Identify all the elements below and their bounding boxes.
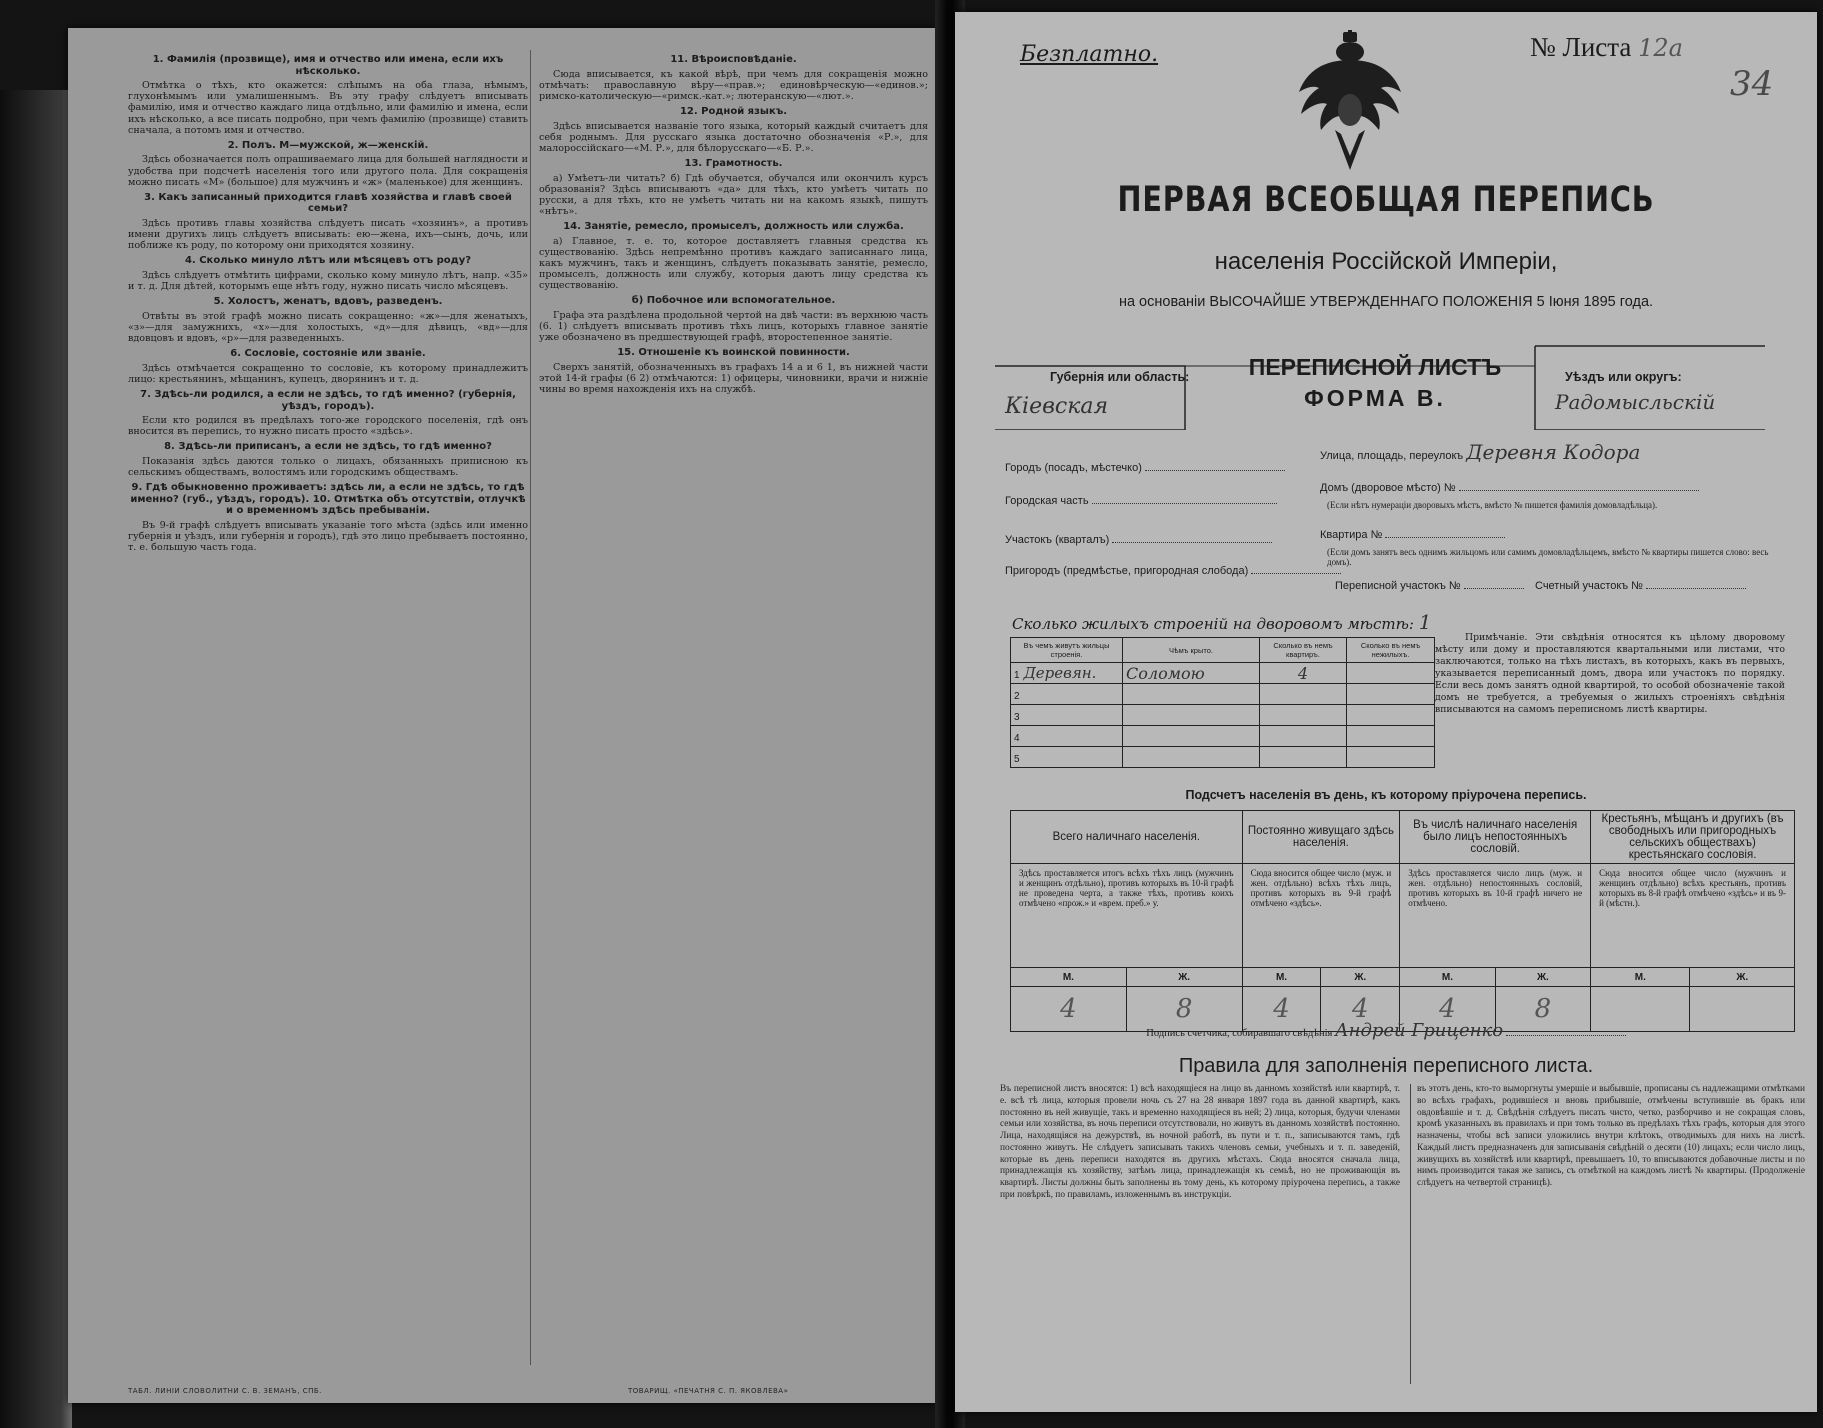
population-value: 4: [1321, 987, 1400, 1032]
printer-footer-right: ТОВАРИЩ. «ПЕЧАТНЯ С. П. ЯКОВЛЕВА»: [628, 1387, 789, 1395]
section-heading: 1. Фамилія (прозвище), имя и отчество или имена, если ихъ нѣсколько.: [152, 54, 504, 77]
population-desc-total: Здѣсь проставляется итогъ всѣхъ тѣхъ лицъ (мужчинъ и женщинъ отдѣльно), противъ которыхъ въ 10-й графѣ не проведена черта, а также тѣхъ, противъ коихъ отмѣчено «прож.» и «врем. преб.» у.: [1011, 864, 1243, 968]
sheet-number-handwritten: 12а: [1638, 34, 1683, 62]
section-text: Сверхъ занятій, обозначенныхъ въ графахъ 14 а и 6 1, въ нижней части этой 14-й графы (6 2) отмѣчаются: 1) офицеры, чиновники, врачи и нижніе чины во время нахожденія ихъ на службѣ.: [539, 361, 928, 396]
population-value: 8: [1495, 987, 1590, 1032]
buildings-header-flats: Сколько въ немъ квартиръ.: [1260, 638, 1347, 663]
buildings-cell-material: [1011, 705, 1123, 726]
buildings-question: [1012, 610, 1431, 634]
buildings-cell-roof: [1123, 747, 1260, 768]
buildings-table: [1010, 637, 1435, 768]
census-district-line: [1464, 588, 1524, 589]
buildings-remark: Примѣчаніе. Эти свѣдѣнія относятся къ цѣлому дворовому мѣсту или дому и проставляются квартальными или листами, что заключаются, только на тѣхъ листахъ, въ которыхъ, какъ въ первыхъ, указывается переписанный домъ, двора или участокъ по порядку. Если весь домъ занятъ одной квартирой, то особой обозначеніе такой домъ не требуется, а требуемыя о жилыхъ строеніяхъ свѣдѣнія вписываются на самомъ переписномъ листѣ квартиры.: [1435, 632, 1785, 716]
form-title-line-1: ПЕРЕПИСНОЙ ЛИСТЪ: [1248, 354, 1502, 380]
city-part-field: [1005, 495, 1277, 507]
buildings-cell-roof: [1123, 705, 1260, 726]
section-heading: 12. Родной языкъ.: [679, 105, 788, 117]
buildings-cell-material: [1011, 726, 1123, 747]
form-main-title: ПЕРВАЯ ВСЕОБЩАЯ ПЕРЕПИСЬ: [1117, 180, 1655, 220]
district-label: Участокъ (кварталъ): [1005, 534, 1110, 546]
section-heading: 14. Занятіе, ремесло, промыселъ, должность или служба.: [563, 221, 904, 233]
suburb-field: [1005, 565, 1341, 577]
population-desc-peasants: Сюда вносится общее число (мужчинъ и женщинъ отдѣльно) всѣхъ крестьянъ, противъ которыхъ въ 8-й графѣ отмѣчено «здѣсь» и въ 9-й (мѣстн.).: [1591, 864, 1795, 968]
female-column-label: Ж.: [1126, 968, 1242, 987]
section-text: Здѣсь обозначается полъ опрашиваемаго лица для большей наглядности и удобства при подсчетѣ населенія того или другого пола. Для сокращенія можно писать «М» (большое) для мужчинъ и «ж» (маленькое) для женщинъ.: [128, 154, 528, 188]
buildings-cell-roof: Соломою: [1123, 663, 1260, 684]
buildings-cell-flats: [1260, 726, 1347, 747]
counting-district-field: [1535, 580, 1746, 592]
population-table: [1010, 810, 1795, 1032]
section-heading: 8. Здѣсь-ли приписанъ, а если не здѣсь, то гдѣ именно?: [164, 441, 492, 453]
signature-value: Андрей Гриценко: [1334, 1020, 1504, 1041]
population-header-permanent: Постоянно живущаго здѣсь населенія.: [1242, 811, 1400, 864]
sheet-number: [1530, 32, 1683, 63]
buildings-row-number: 5: [1014, 754, 1020, 765]
population-heading: Подсчетъ населенія въ день, къ которому пріурочена перепись.: [1185, 788, 1587, 802]
buildings-cell-material: [1011, 663, 1123, 684]
rules-title: Правила для заполненія переписного листа.: [1178, 1055, 1594, 1077]
section-text: Здѣсь вписывается названіе того языка, который каждый считаетъ для себя роднымъ. Для русскаго языка достаточно обозначенія «Р.», для малороссійскаго—«М. Р.», для бѣлорусскаго—«Б. Р.».: [539, 120, 928, 154]
buildings-row: [1011, 747, 1435, 768]
buildings-answer: 1: [1418, 610, 1432, 634]
province-value: Кіевская: [1005, 394, 1109, 419]
section-text: а) Главное, т. е. то, которое доставляетъ главныя средства къ существованію. Здѣсь непремѣнно противъ каждаго записаннаго лица, какъ мужчинъ, такъ и женщинъ, слѣдуетъ показывать занятіе, ремесло, промыселъ, должность или службу, которыя даютъ лицу средства къ существованію.: [539, 235, 928, 292]
section-heading: 11. Вѣроисповѣданіе.: [670, 54, 797, 65]
section-text: Показанія здѣсь даются только о лицахъ, обязанныхъ приписною къ сельскимъ обществамъ, волостямъ или городскимъ обществамъ.: [128, 456, 528, 479]
female-column-label: Ж.: [1690, 968, 1795, 987]
section-heading: 9. Гдѣ обыкновенно проживаетъ: здѣсь ли, а если не здѣсь, то гдѣ именно? (губ., уѣздъ, городъ). 10. Отмѣтка объ отсутствіи, отлучкѣ и о временномъ здѣсь пребываніи.: [130, 482, 526, 517]
counting-district-label: Счетный участокъ №: [1535, 580, 1643, 592]
city-field: [1005, 462, 1285, 474]
section-text: Отвѣты въ этой графѣ можно писать сокращенно: «ж»—для женатыхъ, «з»—для замужнихъ, «х»—для холостыхъ, «д»—для дѣвицъ, «вд»—для вдовцовъ и вдовъ, «р»—для разведенныхъ.: [128, 310, 528, 345]
population-sex-row: [1011, 968, 1795, 987]
city-part-line: [1092, 503, 1277, 504]
section-heading: 5. Холостъ, женатъ, вдовъ, разведенъ.: [213, 296, 443, 308]
buildings-cell-flats: [1260, 747, 1347, 768]
city-label: Городъ (посадъ, мѣстечко): [1005, 462, 1142, 474]
buildings-cell-other: [1347, 684, 1435, 705]
population-header-row: [1011, 811, 1795, 864]
population-header-total: Всего наличнаго населенія.: [1011, 811, 1243, 864]
signature-label: Подпись счетчика, собиравшаго свѣдѣнія: [1146, 1028, 1333, 1039]
printer-footer-left: ТАБЛ. ЛИНІИ СЛОВОЛИТНИ С. В. ЗЕМАНЪ, СПБ.: [128, 1387, 322, 1395]
buildings-row-number: 2: [1014, 691, 1020, 702]
buildings-cell-other: [1347, 705, 1435, 726]
uezd-value: Радомысльскій: [1555, 390, 1716, 414]
section-heading: 4. Сколько минуло лѣтъ или мѣсяцевъ отъ роду?: [184, 255, 472, 267]
section-text: Въ 9-й графѣ слѣдуетъ вписывать указаніе того мѣста (здѣсь или именно губернія и уѣздъ, или губернія и городъ), гдѣ это лицо пребываетъ постоянно, т. е. большую часть года.: [128, 520, 528, 554]
section-text: Здѣсь противъ главы хозяйства слѣдуетъ писать «хозяинъ», а противъ имени другихъ лицъ слѣдуетъ вписывать: ею—жена, ихъ—сынъ, дочь, или поближе къ роду, по которому они приходятся хозяину.: [128, 217, 528, 252]
instructions-column-1: [128, 50, 528, 1365]
population-value: 8: [1126, 987, 1242, 1032]
suburb-line: [1251, 573, 1341, 574]
house-label: Домъ (дворовое мѣсто) №: [1320, 482, 1456, 494]
house-field: [1320, 482, 1699, 494]
population-header-peasants: Крестьянъ, мѣщанъ и другихъ (въ свободныхъ или пригородныхъ сельскихъ обществахъ) крестьянскаго сословія.: [1591, 811, 1795, 864]
buildings-header-material: Въ чемъ живутъ жильцы строенія.: [1011, 638, 1123, 663]
male-column-label: М.: [1400, 968, 1495, 987]
buildings-table-body: [1011, 663, 1435, 768]
buildings-table-header: [1011, 638, 1435, 663]
suburb-label: Пригородъ (предмѣстье, пригородная слобода): [1005, 565, 1249, 577]
buildings-header-roof: Чѣмъ крыто.: [1123, 638, 1260, 663]
buildings-material-value: Деревян.: [1023, 664, 1097, 682]
male-column-label: М.: [1242, 968, 1321, 987]
buildings-cell-flats: [1260, 684, 1347, 705]
buildings-cell-other: [1347, 663, 1435, 684]
buildings-header-other: Сколько въ немъ нежилыхъ.: [1347, 638, 1435, 663]
section-text: Здѣсь слѣдуетъ отмѣтить цифрами, сколько кому минуло лѣтъ, напр. «35» и т. д. Для дѣтей, которымъ еще нѣтъ году, нужно писать число мѣсяцевъ.: [128, 269, 528, 293]
instructions-column-2: [530, 50, 928, 1365]
section-heading: 2. Полъ. М—мужской, ж—женскій.: [227, 139, 429, 151]
female-column-label: Ж.: [1495, 968, 1590, 987]
city-part-label: Городская часть: [1005, 495, 1089, 507]
imperial-eagle-emblem: [1295, 30, 1405, 180]
form-header-box: [995, 342, 1765, 430]
uezd-label: Уѣздъ или округъ:: [1565, 370, 1682, 384]
buildings-cell-flats: [1260, 705, 1347, 726]
population-desc-permanent: Сюда вносится общее число (муж. и жен. отдѣльно) всѣхъ тѣхъ лицъ, противъ которыхъ въ 9-й графѣ отмѣчено «здѣсь».: [1242, 864, 1400, 968]
flat-line: [1385, 537, 1505, 538]
left-page-instructions: [68, 28, 940, 1403]
district-field: [1005, 534, 1272, 546]
section-heading: 13. Грамотность.: [684, 157, 783, 169]
census-district-label: Переписной участокъ №: [1335, 580, 1461, 592]
decree-line: на основаніи ВЫСОЧАЙШЕ УТВЕРЖДЕННАГО ПОЛОЖЕНІЯ 5 Іюня 1895 года.: [1118, 294, 1654, 310]
house-line: [1459, 490, 1699, 491]
census-district-field: [1335, 580, 1524, 592]
house-note: (Если нѣтъ нумераціи дворовыхъ мѣстъ, вмѣсто № пишется фамилія домовладѣльца).: [1327, 500, 1658, 510]
street-value: Деревня Кодора: [1466, 440, 1641, 464]
section-text: Сюда вписывается, къ какой вѣрѣ, при чемъ для сокращенія можно отмѣчать: православную вѣру—«прав.»; единовѣрческую—«единов.»; римско-католическую—«римск.-кат.»; лютеранскую—«лют.».: [539, 68, 928, 102]
section-heading: 6. Сословіе, состояніе или званіе.: [230, 348, 426, 360]
buildings-cell-other: [1347, 747, 1435, 768]
flat-label: Квартира №: [1320, 529, 1383, 541]
population-desc-non-permanent: Здѣсь проставляется число лицъ (муж. и жен. отдѣльно) непостоянныхъ сословій, противъ которыхъ въ 10-й графѣ ничего не отмѣчено.: [1400, 864, 1591, 968]
buildings-row-number: 3: [1014, 712, 1020, 723]
section-text: Отмѣтка о тѣхъ, кто окажется: слѣпымъ на оба глаза, нѣмымъ, глухонѣмымъ или умалишеннымъ. Въ эту графу слѣдуетъ вписывать фамилію, имя и отчество каждаго лица отдѣльно, или фамилію и имена, если ихъ нѣсколько, а все писать подробно, при чемъ фамилію (прозвище) ставить сначала, а потомъ имя и отчество.: [128, 80, 528, 136]
section-text: Если кто родился въ предѣлахъ того-же городского поселенія, гдѣ онъ вносится въ перепись, то нужно писать просто «здѣсь».: [128, 415, 528, 438]
form-title: [1225, 352, 1525, 414]
population-description-row: [1011, 864, 1795, 968]
signature-line: [1506, 1035, 1626, 1036]
buildings-cell-roof: [1123, 684, 1260, 705]
section-text: а) Умѣетъ-ли читать? б) Гдѣ обучается, обучался или окончилъ курсъ образованія? Здѣсь вписываютъ «да» для тѣхъ, кто умѣетъ читать по русски, а для тѣхъ, кто не умѣетъ читать ни на какомъ языкѣ, пишутъ «нѣтъ».: [539, 172, 928, 217]
section-text: Здѣсь отмѣчается сокращенно то сословіе, къ которому принадлежитъ лицо: крестьянинъ, мѣщанинъ, купецъ, дворянинъ и т. д.: [128, 362, 528, 385]
buildings-cell-material: [1011, 684, 1123, 705]
counting-district-line: [1646, 588, 1746, 589]
rules-column-1: Въ переписной листъ вносятся: 1) всѣ находящіеся на лицо въ данномъ хозяйствѣ или квартирѣ, т. е. всѣ тѣ лица, которыя провели ночь съ 27 на 28 января 1897 года въ данной квартирѣ, какъ постоянно въ ней живущіе, такъ и временно находящіеся въ ней; 2) лица, которыя, будучи членами семьи или хозяйства, въ ночь переписи отсутствовали, но живутъ въ данномъ хозяйствѣ постоянно. Лица, находящіяся на дежурствѣ, въ ночной работѣ, въ пути и т. п., записываются тамъ, гдѣ постоянно живутъ. Не слѣдуетъ записывать такихъ членовъ семьи, учебныхъ и т. п. заведеній, которые въ день переписи находятся въ другихъ мѣстахъ. Сюда вносятся сначала лица, принадлежащія къ хозяйству, затѣмъ лица, принадлежащія къ семьѣ, но не проживающія въ квартирѣ. Листы должны быть заполнены въ тому день, къ которому пріурочена перепись, а также при повѣркѣ, по правиламъ, изложеннымъ въ инструкціи.: [1000, 1084, 1400, 1200]
buildings-cell-flats: 4: [1260, 663, 1347, 684]
street-field: [1320, 440, 1640, 464]
book-edge: [0, 90, 72, 1428]
rules-column-2: въ этотъ день, кто-то выморгнуты умершіе и выбывшіе, прописаны съ надлежащими отмѣтками во всѣхъ графахъ, родившіеся и вновь прибывшіе, отмѣчены вступившіе въ бракъ или овдовѣвшіе и т. д. Свѣдѣнія слѣдуетъ писать чисто, четко, разборчиво и не сокращая словъ, кромѣ указанныхъ въ правилахъ и при томъ только въ предѣлахъ тѣхъ графъ, которыя для этого назначены, чтобы всѣ записи уложились внутри клѣтокъ, отводимыхъ для нихъ на листѣ. Каждый листъ предназначенъ для записыванія свѣдѣній о десяти (10) лицахъ; если число лицъ, живущихъ въ хозяйствѣ или квартирѣ, превышаетъ 10, то вписываются добавочные листы и по нимъ производится такая же запись, съ отмѣткой на каждомъ листѣ № квартиры. (Продолженіе слѣдуетъ на четвертой страницѣ).: [1410, 1084, 1805, 1384]
archive-page-number: 34: [1730, 64, 1774, 104]
population-value: 4: [1242, 987, 1321, 1032]
male-column-label: М.: [1011, 968, 1127, 987]
buildings-cell-other: [1347, 726, 1435, 747]
population-value: 4: [1011, 987, 1127, 1032]
form-subtitle: населенія Россійской Имперіи,: [1214, 248, 1558, 275]
population-value: 4: [1400, 987, 1495, 1032]
district-line: [1112, 542, 1272, 543]
enumerator-signature: [955, 1020, 1817, 1041]
province-label: Губернія или область:: [1050, 370, 1190, 384]
buildings-question-label: Сколько жилыхъ строеній на дворовомъ мѣстѣ:: [1012, 615, 1414, 633]
section-heading: 7. Здѣсь-ли родился, а если не здѣсь, то гдѣ именно? (губернія, уѣздъ, городъ).: [140, 389, 516, 412]
buildings-row-number: 1: [1014, 670, 1020, 681]
buildings-row: [1011, 684, 1435, 705]
form-title-line-2: ФОРМА В.: [1304, 385, 1446, 412]
street-label: Улица, площадь, переулокъ: [1320, 450, 1464, 462]
city-line: [1145, 470, 1285, 471]
buildings-row: [1011, 726, 1435, 747]
section-heading: б) Побочное или вспомогательное.: [631, 295, 836, 307]
buildings-cell-roof: [1123, 726, 1260, 747]
male-column-label: М.: [1591, 968, 1690, 987]
buildings-row: [1011, 705, 1435, 726]
buildings-row-number: 4: [1014, 733, 1020, 744]
right-page-census-form: [955, 12, 1817, 1412]
population-header-non-permanent: Въ числѣ наличнаго населенія было лицъ непостоянныхъ сословій.: [1400, 811, 1591, 864]
section-heading: 3. Какъ записанный приходится главѣ хозяйства и главѣ своей семьи?: [144, 191, 512, 215]
flat-note: (Если домъ занятъ весь однимъ жильцомъ или самимъ домовладѣльцемъ, вмѣсто № квартиры пишется слово: весь домъ).: [1327, 547, 1769, 567]
buildings-cell-material: [1011, 747, 1123, 768]
buildings-row: [1011, 663, 1435, 684]
section-text: Графа эта раздѣлена продольной чертой на двѣ части: въ верхнюю часть (6. 1) слѣдуетъ вписывать противъ тѣхъ лицъ, которыхъ главное занятіе уже обозначено въ предшествующей графѣ, второстепенное занятіе.: [539, 309, 928, 344]
flat-field: [1320, 529, 1505, 541]
free-label: Безплатно.: [1020, 42, 1159, 67]
sheet-number-label: № Листа: [1530, 32, 1632, 62]
female-column-label: Ж.: [1321, 968, 1400, 987]
section-heading: 15. Отношеніе къ воинской повинности.: [617, 347, 850, 359]
